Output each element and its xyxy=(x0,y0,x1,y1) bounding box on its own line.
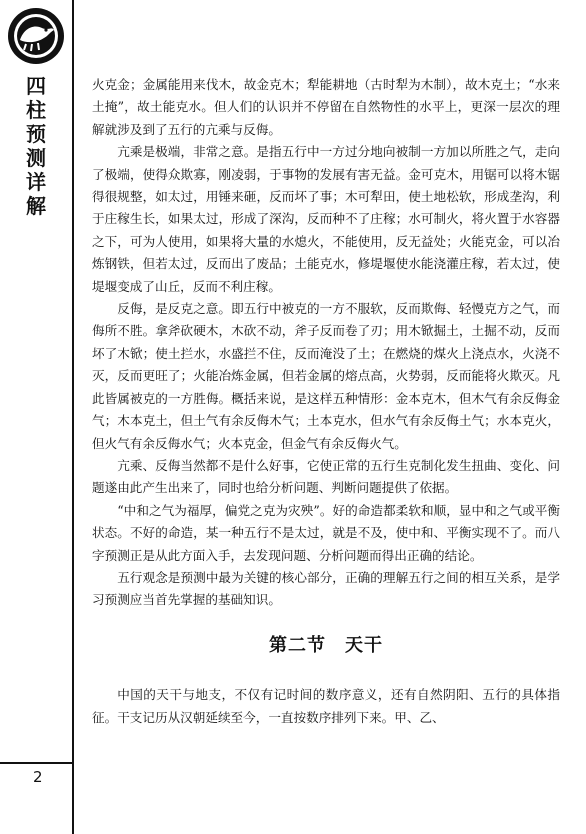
body-paragraph: 五行观念是预测中最为关键的核心部分，正确的理解五行之间的相互关系，是学习预测应当首先掌握的基础知识。 xyxy=(92,569,560,608)
book-title-char: 测 xyxy=(26,146,46,170)
book-title-char: 柱 xyxy=(26,98,46,122)
section-heading: 第二节 天干 xyxy=(269,634,383,656)
body-paragraph: 中国的天干与地支，不仅有记时间的数序意义，还有自然阴阳、五行的具体指征。干支记历从汉朝延续至今，一直按数序排列下来。甲、乙、 xyxy=(92,687,560,725)
book-title-vertical xyxy=(21,74,51,218)
page-body xyxy=(92,74,560,729)
book-title-char: 详 xyxy=(26,170,46,194)
book-title-char: 四 xyxy=(26,74,46,98)
body-paragraph: 火克金；金属能用来伐木，故金克木；犁能耕地（古时犁为木制），故木克土；“水来土掩”，故土能克水。但人们的认识并不停留在自然物性的水平上，更深一层次的理解就涉及到了五行的亢乘与反侮。 xyxy=(92,77,560,137)
body-paragraph: 亢乘、反侮当然都不是什么好事，它使正常的五行生克制化发生扭曲、变化、问题遂由此产生出来了，同时也给分析问题、判断问题提供了依据。 xyxy=(92,457,560,496)
book-title-char: 预 xyxy=(26,122,46,146)
sidebar-divider xyxy=(0,762,73,764)
page-number: 2 xyxy=(33,768,43,786)
body-paragraph: 亢乘是极端，非常之意。是指五行中一方过分地向被制一方加以所胜之气，走向了极端，使得众欺寡，刚凌弱，于事物的发展有害无益。金可克木，用锯可以将木锯得很规整，如太过，用锤来砸，反而坏了事；木可犁田，使土地松软，形成垄沟，利于庄稼生长，如果太过，形成了深沟，反而种不了庄稼；水可制火，将火置于水容器之下，可为人使用，如果将大量的水熄火，不能使用，反无益处；火能克金，可以冶炼钢铁，但若太过，反而出了废品；土能克水，修堤堰使水能浇灌庄稼，若太过，使堤堰变成了山丘，反而不利庄稼。 xyxy=(92,144,560,294)
book-logo-icon xyxy=(6,6,66,66)
margin-rule xyxy=(72,0,74,834)
body-paragraph: 反侮，是反克之意。即五行中被克的一方不服软，反而欺侮、轻慢克方之气，而侮所不胜。拿斧砍硬木，木砍不动，斧子反而卷了刃；用木锨掘土，土掘不动，反而坏了木锨；使土拦水，水盛拦不住，反而淹没了土；在燃烧的煤火上浇点水，火浇不灭，反而更旺了；火能冶炼金属，但若金属的熔点高，火势弱，反而能将火欺灭。凡此皆属被克的一方胜侮。概括来说，是这样五种情形：金本克木，但木气有余反侮金气；木本克土，但土气有余反侮木气；土本克水，但水气有余反侮土气；水本克火，但火气有余反侮水气；火本克金，但金气有余反侮火气。 xyxy=(92,301,560,451)
body-paragraph: “中和之气为福厚，偏党之克为灾殃”。好的命造都柔软和顺，显中和之气或平衡状态。不好的命造，某一种五行不是太过，就是不及，使中和、平衡实现不了。而八字预测正是从此方面入手，去发现问题、分析问题而得出正确的结论。 xyxy=(92,502,560,563)
book-title-char: 解 xyxy=(26,194,46,218)
sidebar xyxy=(0,0,73,834)
